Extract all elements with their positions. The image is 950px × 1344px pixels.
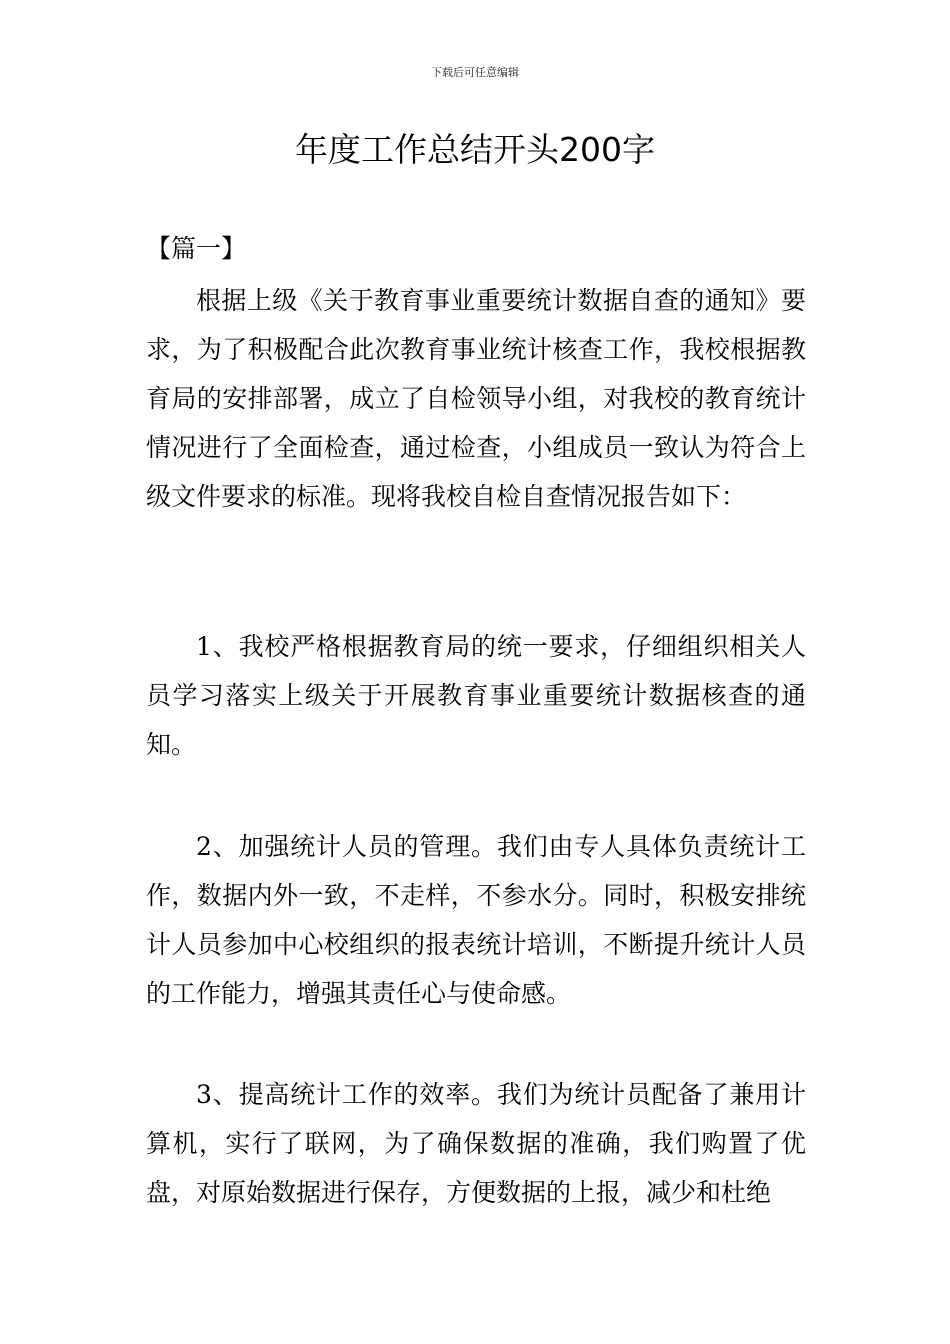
paragraph-intro: 根据上级《关于教育事业重要统计数据自查的通知》要求，为了积极配合此次教育事业统计核查工作，我校根据教育局的安排部署，成立了自检领导小组，对我校的教育统计情况进行了全面检查，通过检查，小组成员一致认为符合上级文件要求的标准。现将我校自检自查情况报告如下： <box>146 286 806 511</box>
section-label: 【篇一】 <box>146 234 247 263</box>
header-note: 下载后可任意编辑 <box>431 66 519 79</box>
paragraph-item-3: 3、提高统计工作的效率。我们为统计员配备了兼用计算机，实行了联网，为了确保数据的准确，我们购置了优盘，对原始数据进行保存，方便数据的上报，减少和杜绝 <box>146 1080 806 1207</box>
document-title: 年度工作总结开头200字 <box>295 130 655 169</box>
paragraph-item-1: 1、我校严格根据教育局的统一要求，仔细组织相关人员学习落实上级关于开展教育事业重要统计数据核查的通知。 <box>146 632 806 759</box>
paragraph-item-2: 2、加强统计人员的管理。我们由专人具体负责统计工作，数据内外一致，不走样，不参水分。同时，积极安排统计人员参加中心校组织的报表统计培训，不断提升统计人员的工作能力，增强其责任心与使命感。 <box>146 832 806 1008</box>
